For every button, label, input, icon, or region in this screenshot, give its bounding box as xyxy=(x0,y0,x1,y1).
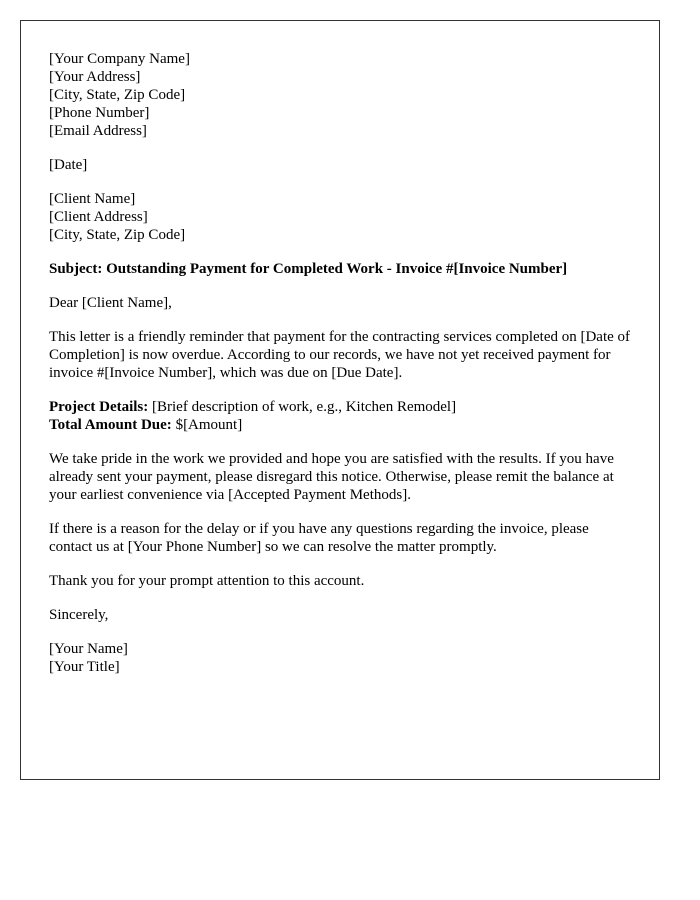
closing: Sincerely, xyxy=(49,607,109,623)
signature-block xyxy=(49,640,631,676)
sender-block xyxy=(49,50,631,140)
signature-name: [Your Name] xyxy=(49,641,128,657)
project-summary xyxy=(49,398,631,434)
project-details-label: Project Details: xyxy=(49,399,149,415)
recipient-block xyxy=(49,190,631,244)
project-details-value: [Brief description of work, e.g., Kitchen Remodel] xyxy=(148,399,457,415)
body-paragraph-4: Thank you for your prompt attention to this account. xyxy=(49,573,365,589)
body-paragraph-2: We take pride in the work we provided and hope you are satisfied with the results. If you have already sent your payment, please disregard this notice. Otherwise, please remit the balance at your earliest convenience via [Accepted Payment Methods]. xyxy=(49,451,614,503)
body-paragraph-1: This letter is a friendly reminder that payment for the contracting services completed on [Date of Completion] is now overdue. According to our records, we have not yet received payment for invoice #[Invoice Number], which was due on [Due Date]. xyxy=(49,329,631,381)
project-details-line xyxy=(49,398,631,416)
salutation: Dear [Client Name], xyxy=(49,295,172,311)
signature-title: [Your Title] xyxy=(49,659,120,675)
sender-company: [Your Company Name] xyxy=(49,51,190,67)
letter-date: [Date] xyxy=(49,157,88,173)
recipient-name: [Client Name] xyxy=(49,191,136,207)
subject-line xyxy=(49,260,631,278)
amount-due-value: $[Amount] xyxy=(171,417,243,433)
sender-phone: [Phone Number] xyxy=(49,105,150,121)
amount-due-label: Total Amount Due: xyxy=(49,417,172,433)
sender-address: [Your Address] xyxy=(49,69,141,85)
subject-text: Subject: Outstanding Payment for Completed Work - Invoice #[Invoice Number] xyxy=(49,261,568,277)
sender-email: [Email Address] xyxy=(49,123,147,139)
letter-page xyxy=(20,20,660,780)
date-line xyxy=(49,156,631,174)
recipient-city-state-zip: [City, State, Zip Code] xyxy=(49,227,186,243)
amount-due-line xyxy=(49,416,631,434)
sender-city-state-zip: [City, State, Zip Code] xyxy=(49,87,186,103)
recipient-address: [Client Address] xyxy=(49,209,148,225)
body-paragraph-3: If there is a reason for the delay or if you have any questions regarding the invoice, please contact us at [Your Phone Number] so we can resolve the matter promptly. xyxy=(49,521,589,555)
